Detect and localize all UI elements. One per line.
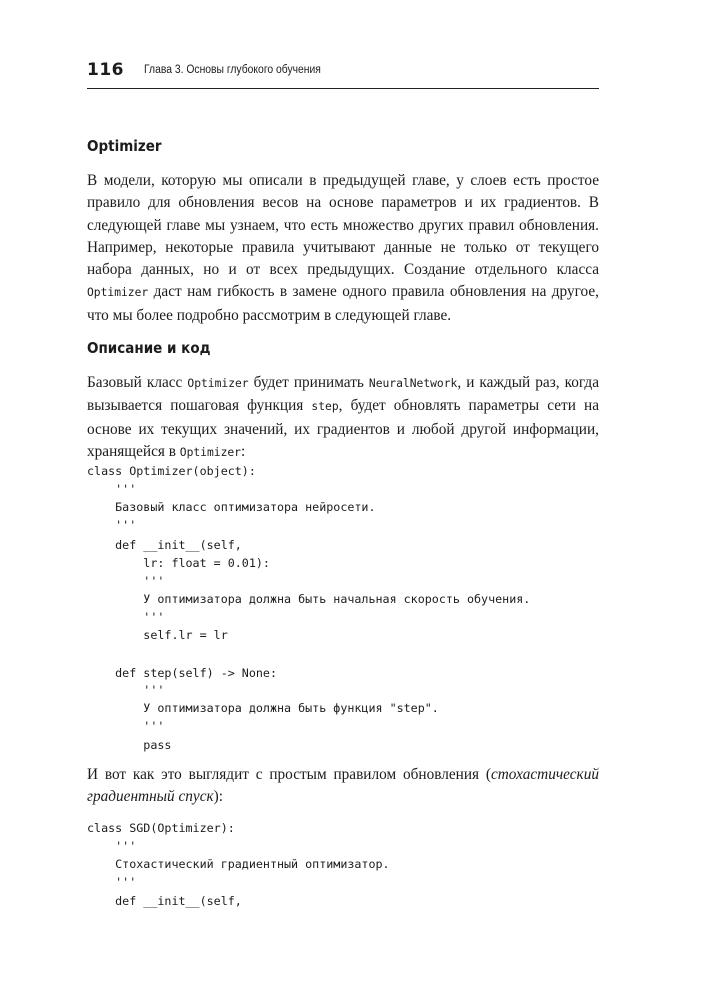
italic-term: стохастический градиентный спуск [87,766,599,806]
inline-code: NeuralNetwork [368,377,458,390]
inline-code: Optimizer [87,286,149,300]
page-header [87,58,599,89]
code-line: self.lr = lr [87,628,228,642]
section-heading-description: Описание и код [87,339,211,357]
text-run: будет принимать [248,374,369,391]
code-line: ''' [87,839,137,853]
section-heading-optimizer: Optimizer [87,137,162,155]
code-line: ''' [87,719,165,733]
page-number: 116 [87,60,124,80]
code-line: ''' [87,875,137,889]
code-line: ''' [87,610,165,624]
code-line: Стохастический градиентный оптимизатор. [87,857,390,871]
chapter-title: Глава 3. Основы глубокого обучения [144,64,321,76]
code-line: У оптимизатора должна быть начальная скорость обучения. [87,592,531,606]
text-run: В модели, которую мы описали в предыдущей главе, у слоев есть простое правило для обновления весов на основе параметров и их градиентов. В следующей главе мы узнаем, что есть множество других правил обновления. Например, некоторые правила учитывают данные не только от текущего набора данных, но и от всех предыдущих. Создание отдельного класса [87,172,599,279]
inline-code: Optimizer [179,445,241,459]
code-line: ''' [87,482,137,496]
code-line: def __init__(self, [87,894,242,908]
code-line: У оптимизатора должна быть функция "step". [87,701,439,715]
code-line: lr: float = 0.01): [87,556,270,570]
text-run: , и каждый раз, когда вызывается пошаговая функция [87,374,600,415]
text-run: даст нам гибкость в замене одного правила обновления на другое, что мы более подробно рассмотрим в следующей главе. [87,283,599,324]
code-line: ''' [87,683,165,697]
code-line: pass [87,738,172,752]
paragraph-description [87,372,599,464]
text-run: ): [213,788,224,806]
code-line: Базовый класс оптимизатора нейросети. [87,500,376,514]
text-run: : [240,442,246,460]
code-line: class Optimizer(object): [87,464,256,478]
inline-code: step [311,400,339,414]
paragraph-intro [87,170,599,327]
inline-code: Optimizer [187,377,249,390]
paragraph-sgd-intro [87,764,599,809]
text-run: И вот как это выглядит с простым правилом обновления ( [87,766,491,783]
code-line: ''' [87,518,137,532]
code-line: def __init__(self, [87,538,242,552]
code-line: ''' [87,574,165,588]
text-run: Базовый класс [87,374,188,391]
code-line: def step(self) -> None: [87,666,277,680]
code-line: class SGD(Optimizer): [87,821,235,835]
text-run: , будет обновлять параметры сети на основе их текущих значений, их градиентов и любой другой информации, хранящейся в [87,397,600,460]
